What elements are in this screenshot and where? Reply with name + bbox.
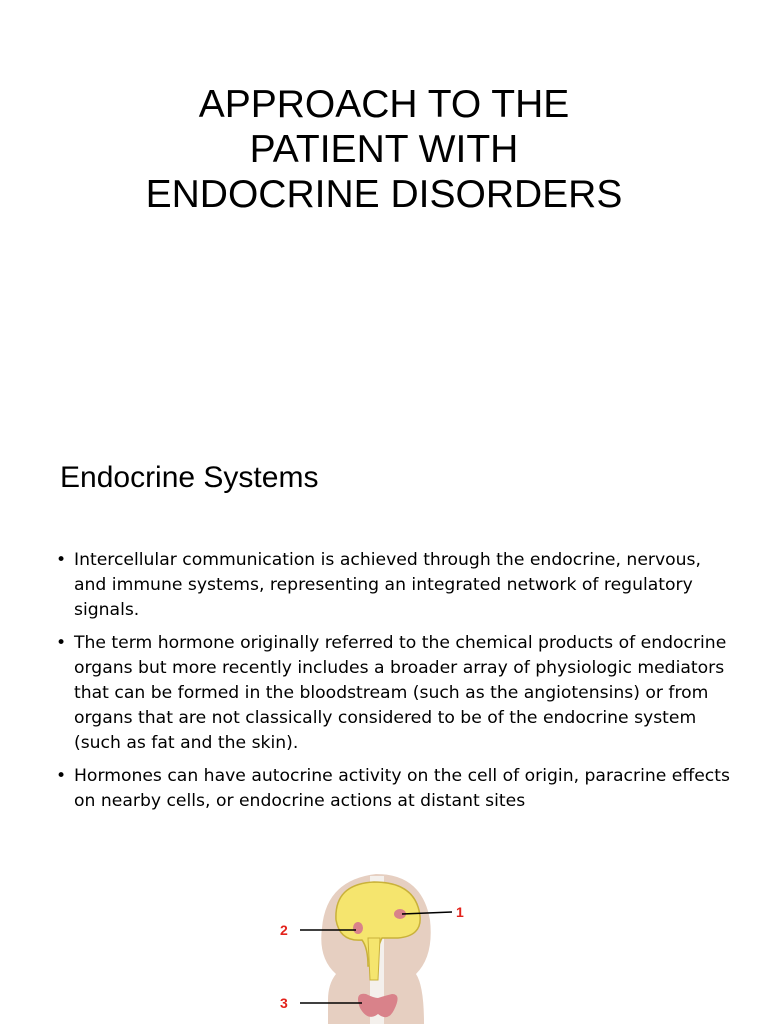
section-heading: Endocrine Systems (60, 461, 319, 494)
content-slide (0, 432, 768, 1024)
bullet-text: Hormones can have autocrine activity on the cell of origin, paracrine effects on nearby cells, or endocrine actions at distant sites (74, 766, 730, 811)
endocrine-anatomy-figure (270, 862, 490, 1024)
pituitary-gland (353, 922, 363, 934)
bullet-text: Intercellular communication is achieved through the endocrine, nervous, and immune systems, representing an integrated network of regulatory signals. (74, 550, 701, 620)
figure-label-3: 3 (280, 995, 288, 1011)
bullet-text: The term hormone originally referred to the chemical products of endocrine organs but more recently includes a broader array of physiologic mediators that can be formed in the bloodstream (such as the angiotensins) or from organs that are not classically considered to be of the endocrine system (such as fat and the skin). (74, 633, 727, 753)
bullet-list (56, 548, 736, 822)
bullet-dot: • (56, 766, 67, 786)
title-line-1: APPROACH TO THE (198, 83, 570, 126)
bullet-item (56, 631, 736, 756)
title-line-3: ENDOCRINE DISORDERS (145, 173, 623, 216)
title-slide (0, 0, 768, 432)
brainstem (368, 938, 380, 980)
figure-label-1: 1 (456, 904, 464, 920)
figure-label-2: 2 (280, 922, 288, 938)
slide-title (0, 82, 768, 217)
bullet-dot: • (56, 633, 67, 653)
title-line-2: PATIENT WITH (249, 128, 519, 171)
bullet-item (56, 764, 736, 814)
bullet-dot: • (56, 550, 67, 570)
bullet-item (56, 548, 736, 623)
